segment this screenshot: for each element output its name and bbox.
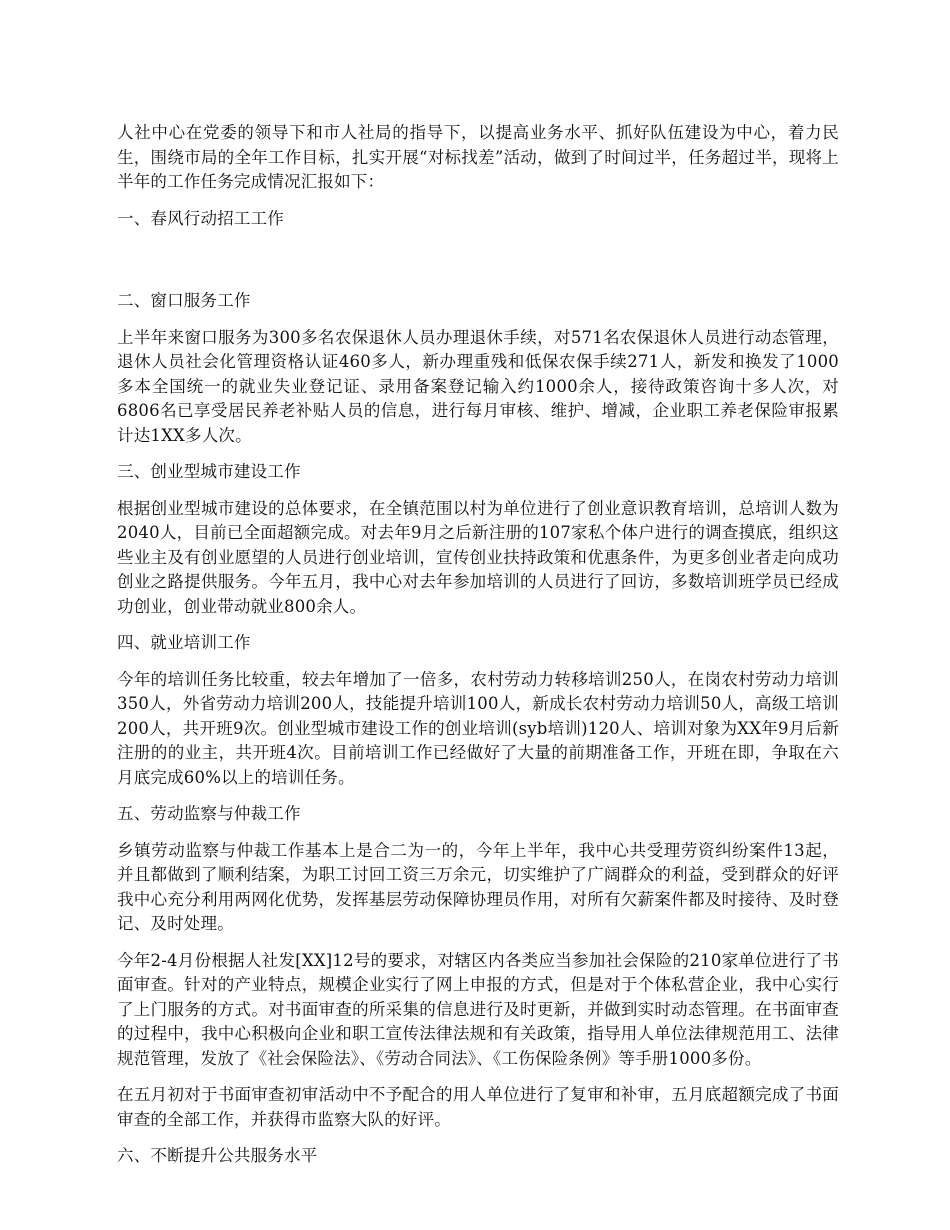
section-5-paragraph-3: 在五月初对于书面审查初审活动中不予配合的用人单位进行了复审和补审，五月底超额完成了书面审查的全部工作，并获得市监察大队的好评。: [117, 1085, 839, 1129]
section-4-paragraph-1: 今年的培训任务比较重，较去年增加了一倍多，农村劳动力转移培训250人，在岗农村劳动力培训350人，外省劳动力培训200人，技能提升培训100人，新成长农村劳动力培训50人，高级工培训200人，共开班9次。创业型城市建设工作的创业培训(syb培训)120人、培训对象为XX年9月后新注册的的业主，共开班4次。目前培训工作已经做好了大量的前期准备工作，开班在即，争取在六月底完成60%以上的培训任务。: [117, 669, 839, 787]
section-3-heading: 三、创业型城市建设工作: [117, 462, 301, 481]
section-5-heading: 五、劳动监察与仲裁工作: [117, 804, 301, 823]
section-2-paragraph-1: 上半年来窗口服务为300多名农保退休人员办理退休手续，对571名农保退休人员进行动态管理，退休人员社会化管理资格认证460多人，新办理重残和低保农保手续271人，新发和换发了1000多本全国统一的就业失业登记证、录用备案登记输入约1000余人，接待政策咨询十多人次，对6806名已享受居民养老补贴人员的信息，进行每月审核、维护、增减，企业职工养老保险审报累计达1XX多人次。: [117, 327, 839, 445]
section-1-heading: 一、春风行动招工工作: [117, 208, 284, 228]
section-4-heading: 四、就业培训工作: [117, 633, 251, 652]
intro-paragraph: 人社中心在党委的领导下和市人社局的指导下，以提高业务水平、抓好队伍建设为中心，着力民生，围绕市局的全年工作目标，扎实开展“对标找差”活动，做到了时间过半，任务超过半，现将上半年的工作任务完成情况汇报如下：: [117, 123, 839, 191]
section-5-paragraph-2: 今年2-4月份根据人社发[XX]12号的要求，对辖区内各类应当参加社会保险的210家单位进行了书面审查。针对的产业特点，规模企业实行了网上申报的方式，但是对于个体私营企业，我中心实行了上门服务的方式。对书面审查的所采集的信息进行及时更新，并做到实时动态管理。在书面审查的过程中，我中心积极向企业和职工宣传法律法规和有关政策，指导用人单位法律规范用工、法律规范管理，发放了《社会保险法》、《劳动合同法》、《工伤保险条例》等手册1000多份。: [117, 950, 839, 1068]
section-6-heading: 六、不断提升公共服务水平: [117, 1146, 318, 1165]
section-2-heading: 二、窗口服务工作: [117, 291, 251, 310]
section-3-paragraph-1: 根据创业型城市建设的总体要求，在全镇范围以村为单位进行了创业意识教育培训，总培训人数为2040人，目前已全面超额完成。对去年9月之后新注册的107家私个体户进行的调查摸底，组织这些业主及有创业愿望的人员进行创业培训，宣传创业扶持政策和优惠条件，为更多创业者走向成功创业之路提供服务。今年五月，我中心对去年参加培训的人员进行了回访，多数培训班学员已经成功创业，创业带动就业800余人。: [117, 498, 839, 616]
section-5-paragraph-1: 乡镇劳动监察与仲裁工作基本上是合二为一的，今年上半年，我中心共受理劳资纠纷案件13起，并且都做到了顺利结案，为职工讨回工资三万余元，切实维护了广阔群众的利益，受到群众的好评我中心充分利用两网化优势，发挥基层劳动保障协理员作用，对所有欠薪案件都及时接待、及时登记、及时处理。: [117, 840, 839, 933]
document-body: [117, 121, 839, 1181]
